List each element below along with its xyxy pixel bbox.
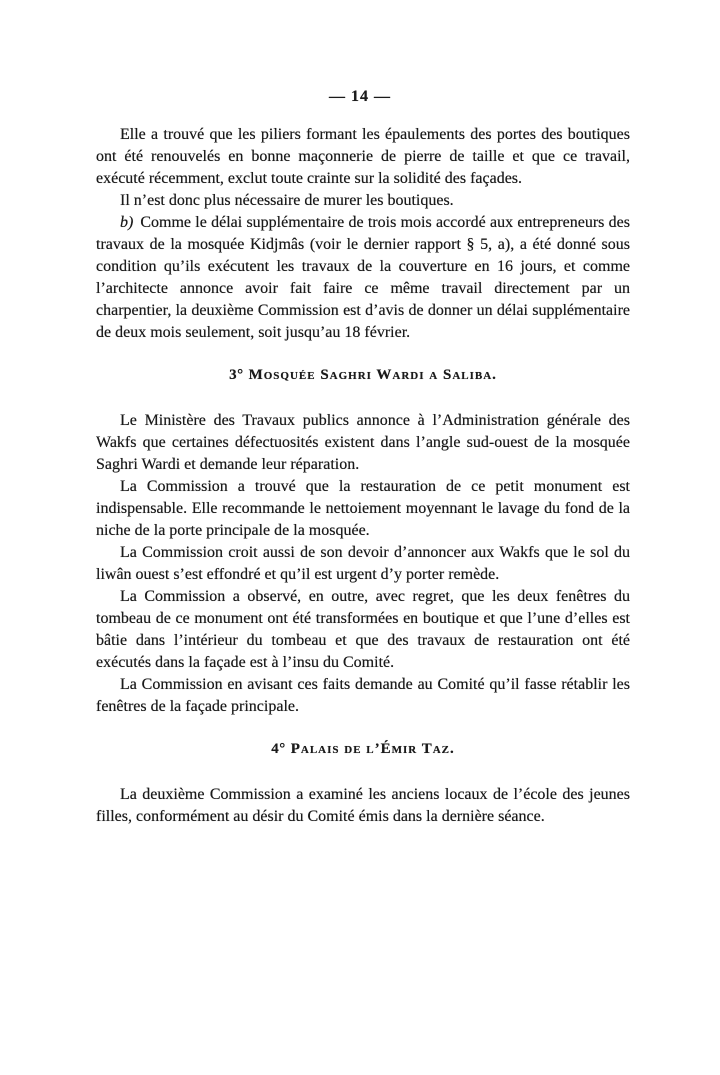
paragraph-kidjmas-deadline (96, 212, 630, 344)
paragraph-no-walling-needed: Il n’est donc plus nécessaire de murer les boutiques. (120, 192, 454, 209)
section-heading-4-palais-emir-taz (96, 738, 630, 760)
paragraph-tomb-windows-transformed: La Commission a observé, en outre, avec regret, que les deux fenêtres du tombeau de ce monument ont été transformées en boutique et que l’une d’elles est bâtie dans l’intérieur du tombeau et que des travaux de restauration ont été exécutés dans la façade est à l’insu du Comité. (96, 588, 630, 671)
paragraph-restoration-indispensable: La Commission a trouvé que la restauration de ce petit monument est indispensable. Elle recommande le nettoiement moyennant le lavage du fond de la niche de la porte principale de la mosquée. (96, 478, 630, 539)
paragraph-liwan-collapsed: La Commission croit aussi de son devoir d’annoncer aux Wakfs que le sol du liwân ouest s’est effondré et qu’il est urgent d’y porter remède. (96, 544, 630, 583)
paragraph-restore-windows-request: La Commission en avisant ces faits demande au Comité qu’il fasse rétablir les fenêtres de la façade principale. (96, 676, 630, 715)
section-heading-3-mosquee-saghri-wardi (96, 364, 630, 386)
section-title: Palais de l’Émir Taz. (290, 741, 455, 757)
page-number: — 14 — (329, 88, 391, 105)
paragraph-text: Comme le délai supplémentaire de trois mois accordé aux entrepreneurs des travaux de la mosquée Kidjmâs (voir le dernier rapport § 5, a), a été donné sous condition qu’ils exécutent les travaux de la couverture en 16 jours, et comme l’architecte annonce avoir fait faire ce même travail directement par un charpentier, la deuxième Commission est d’avis de donner un délai supplémentaire de deux mois seulement, soit jusqu’au 18 février. (96, 214, 630, 341)
text-block (96, 124, 630, 828)
paragraph-lead-italic: b) (120, 214, 134, 231)
paragraph-school-premises-examined: La deuxième Commission a examiné les anciens locaux de l’école des jeunes filles, conformément au désir du Comité émis dans la dernière séance. (96, 786, 630, 825)
paragraph-ministry-defects: Le Ministère des Travaux publics annonce à l’Administration générale des Wakfs que certaines défectuosités existent dans l’angle sud-ouest de la mosquée Saghri Wardi et demande leur réparation. (96, 412, 630, 473)
section-number: 3° (229, 367, 244, 383)
paragraph-pillars-renovated: Elle a trouvé que les piliers formant les épaulements des portes des boutiques ont été renouvelés en bonne maçonnerie de pierre de taille et que ce travail, exécuté récemment, exclut toute crainte sur la solidité des façades. (96, 126, 630, 187)
section-title: Mosquée Saghri Wardi a Saliba. (248, 367, 497, 383)
section-number: 4° (271, 741, 286, 757)
